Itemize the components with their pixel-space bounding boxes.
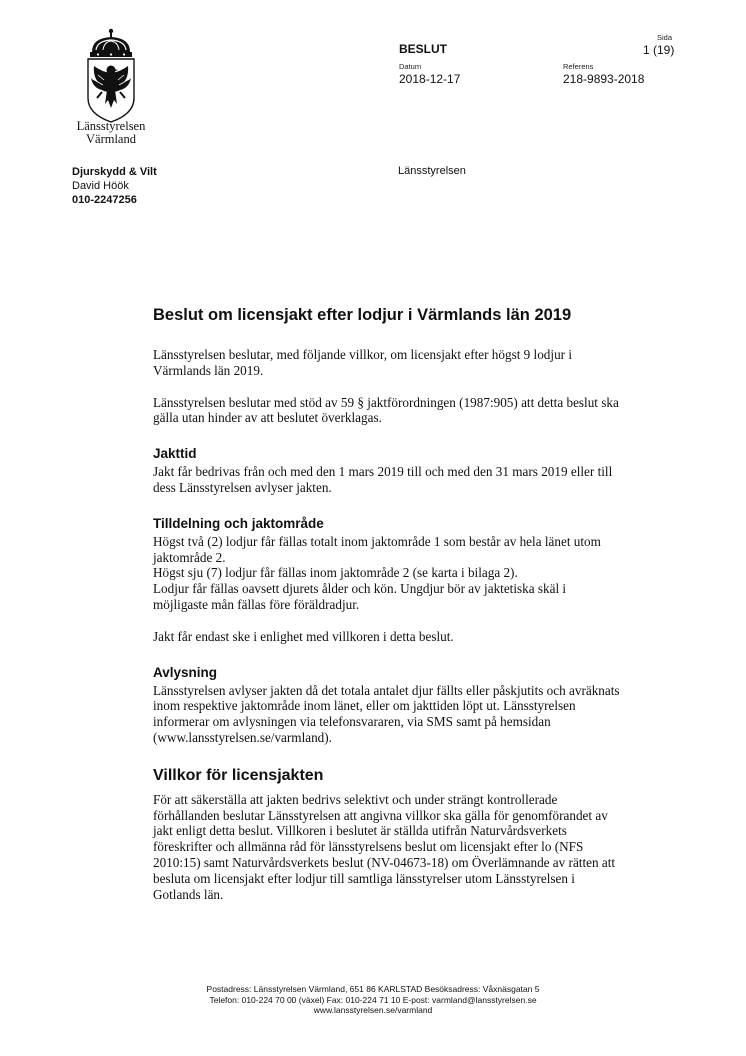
footer-address: Postadress: Länsstyrelsen Värmland, 651 86 KARLSTAD Besöksadress: Våxnäsgatan 5 xyxy=(206,984,540,994)
footer-website: www.lansstyrelsen.se/varmland xyxy=(313,1005,433,1015)
intro-paragraph-2: Länsstyrelsen beslutar med stöd av 59 § jaktförordningen (1987:905) att detta beslut ska gälla utan hinder av att beslutet överklagas. xyxy=(153,394,619,426)
logo-line-1: Länsstyrelsen xyxy=(76,119,146,133)
date-value: 2018-12-17 xyxy=(399,72,461,86)
sender-unit: Djurskydd & Vilt xyxy=(72,166,157,178)
document-body xyxy=(153,306,623,902)
footer-contact: Telefon: 010-224 70 00 (växel) Fax: 010-224 71 10 E-post: varmland@lansstyrelsen.se xyxy=(209,994,537,1005)
page-footer xyxy=(0,984,746,1016)
reference-value: 218-9893-2018 xyxy=(563,72,645,86)
villkor-heading: Villkor för licensjakten xyxy=(153,766,324,784)
page-label: Sida xyxy=(657,33,673,42)
date-label: Datum xyxy=(399,62,422,71)
tilldelning-heading: Tilldelning och jaktområde xyxy=(153,515,324,531)
logo-wordmark xyxy=(56,120,166,146)
villkor-text: För att säkerställa att jakten bedrivs selektivt och under strängt kontrollerade förhållanden beslutar Länsstyrelsen att angivna villkor ska gälla för genomförandet av jakt enligt detta beslut. Villkoren i beslutet är ställda utifrån Naturvårdsverkets föreskrifter och allmänna råd för länsstyrelsens beslut om licensjakt efter lo (NFS 2010:15) samt Naturvårdsverkets beslut (NV-04673-18) om Överlämnande av rätten att besluta om licensjakt efter lodjur till samtliga länsstyrelser utom Länsstyrelsen i Gotlands län. xyxy=(153,791,616,902)
lansstyrelsen-crest-icon xyxy=(78,28,144,124)
tilldelning-text-3: Lodjur får fällas oavsett djurets ålder och kön. Ungdjur bör av jaktetiska skäl i möjligaste mån fällas före föräldradjur. xyxy=(153,581,567,612)
jakttid-text: Jakt får bedrivas från och med den 1 mars 2019 till och med den 31 mars 2019 eller till dess Länsstyrelsen avlyser jakten. xyxy=(153,464,613,495)
avlysning-heading: Avlysning xyxy=(153,664,218,680)
sender-phone: 010-2247256 xyxy=(72,194,137,206)
doc-type: BESLUT xyxy=(399,42,447,56)
avlysning-text: Länsstyrelsen avlyser jakten då det totala antalet djur fällts eller påskjutits och avräknats inom respektive jaktområde inom länet, eller om jakttiden löpt ut. Länsstyrelsen informerar om avlysningen via telefonsvararen, via SMS samt på hemsidan (www.lansstyrelsen.se/varmland). xyxy=(153,682,620,745)
tilldelning-text-1: Högst två (2) lodjur får fällas totalt inom jaktområde 1 som består av hela länet utom jaktområde 2. xyxy=(153,533,601,565)
recipient: Länsstyrelsen xyxy=(398,165,466,177)
sender-block xyxy=(72,165,157,207)
tilldelning-text-2: Högst sju (7) lodjur får fällas inom jaktområde 2 (se karta i bilaga 2). xyxy=(153,565,518,581)
sender-name: David Höök xyxy=(72,180,129,192)
page-number: 1 (19) xyxy=(643,43,675,57)
logo-line-2: Värmland xyxy=(86,132,136,146)
jakttid-heading: Jakttid xyxy=(153,446,197,462)
intro-paragraph-1: Länsstyrelsen beslutar, med följande villkor, om licensjakt efter högst 9 lodjur i Värmlands län 2019. xyxy=(153,347,573,378)
tilldelning-text-4: Jakt får endast ske i enlighet med villkoren i detta beslut. xyxy=(153,628,454,644)
reference-label: Referens xyxy=(563,62,594,71)
document-title: Beslut om licensjakt efter lodjur i Värmlands län 2019 xyxy=(153,306,572,324)
